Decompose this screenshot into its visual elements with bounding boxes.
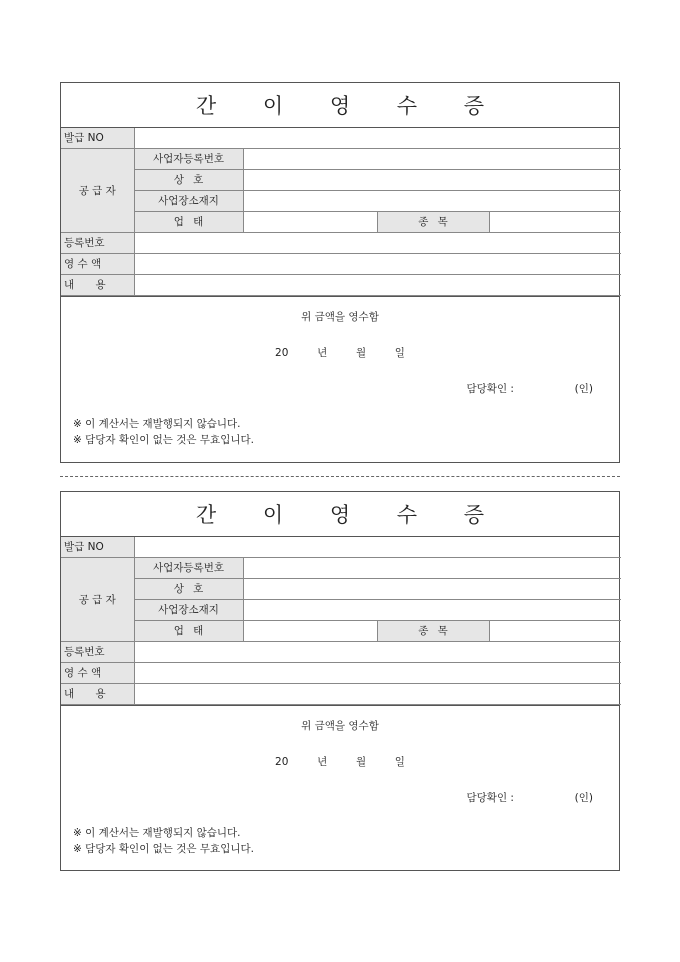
- confirm-line: [467, 790, 593, 805]
- confirm-label: 담당확인 :: [466, 383, 514, 395]
- biz-item-label: 종 목: [377, 212, 489, 233]
- receipt-info-table: [61, 128, 621, 296]
- notes: [73, 825, 254, 857]
- biz-type-field[interactable]: [243, 621, 377, 642]
- seal-label: (인): [574, 792, 593, 804]
- reg-no-row: [61, 233, 621, 254]
- confirm-label: 담당확인 :: [466, 792, 514, 804]
- company-field[interactable]: [243, 579, 621, 600]
- amount-label: 영 수 액: [61, 254, 134, 275]
- receipt-title-row: [61, 83, 619, 128]
- notes: [73, 416, 254, 448]
- amount-label: 영 수 액: [61, 663, 134, 684]
- date-month-unit: 월: [355, 756, 367, 768]
- received-text: 위 금액을 영수함: [301, 720, 379, 732]
- note-reissue: ※ 이 계산서는 재발행되지 않습니다.: [73, 418, 241, 430]
- biz-reg-no-row: [61, 149, 621, 170]
- company-row: [61, 170, 621, 191]
- date-month-unit: 월: [355, 347, 367, 359]
- content-label: 내 용: [61, 275, 134, 296]
- reg-no-label: 등록번호: [61, 233, 134, 254]
- biz-reg-no-label: 사업자등록번호: [134, 558, 243, 579]
- biz-reg-no-field[interactable]: [243, 558, 621, 579]
- note-invalid: ※ 담당자 확인이 없는 것은 무효입니다.: [73, 843, 254, 855]
- biz-reg-no-row: [61, 558, 621, 579]
- date-year-unit: 년: [317, 347, 328, 359]
- biz-item-field[interactable]: [489, 212, 621, 233]
- biz-type-label: 업 태: [134, 212, 243, 233]
- issue-no-row: [61, 128, 621, 149]
- biz-item-field[interactable]: [489, 621, 621, 642]
- content-label: 내 용: [61, 684, 134, 705]
- biz-address-row: [61, 191, 621, 212]
- biz-item-label: 종 목: [377, 621, 489, 642]
- biz-address-label: 사업장소재지: [134, 600, 243, 621]
- reg-no-row: [61, 642, 621, 663]
- supplier-label: 공 급 자: [61, 558, 134, 642]
- reg-no-field[interactable]: [134, 233, 621, 254]
- supplier-label: 공 급 자: [61, 149, 134, 233]
- biz-type-row: [61, 621, 621, 642]
- amount-field[interactable]: [134, 663, 621, 684]
- confirm-line: [467, 381, 593, 396]
- receipt-body: [61, 705, 619, 873]
- company-row: [61, 579, 621, 600]
- reg-no-label: 등록번호: [61, 642, 134, 663]
- biz-reg-no-field[interactable]: [243, 149, 621, 170]
- seal-label: (인): [574, 383, 593, 395]
- amount-row: [61, 663, 621, 684]
- note-reissue: ※ 이 계산서는 재발행되지 않습니다.: [73, 827, 241, 839]
- biz-type-field[interactable]: [243, 212, 377, 233]
- biz-type-row: [61, 212, 621, 233]
- receipt-title: 간 이 영 수 증: [195, 94, 505, 118]
- content-field[interactable]: [134, 684, 621, 705]
- biz-address-label: 사업장소재지: [134, 191, 243, 212]
- date-year: 20: [275, 347, 289, 359]
- issue-no-label: 발급 NO: [61, 128, 134, 149]
- date-day-unit: 일: [394, 756, 405, 768]
- company-label: 상 호: [134, 170, 243, 191]
- date-line: [61, 754, 619, 769]
- date-year: 20: [275, 756, 289, 768]
- biz-reg-no-label: 사업자등록번호: [134, 149, 243, 170]
- receipt-info-table: [61, 537, 621, 705]
- date-line: [61, 345, 619, 360]
- reg-no-field[interactable]: [134, 642, 621, 663]
- content-row: [61, 684, 621, 705]
- company-label: 상 호: [134, 579, 243, 600]
- amount-field[interactable]: [134, 254, 621, 275]
- issue-no-row: [61, 537, 621, 558]
- date-year-unit: 년: [317, 756, 328, 768]
- company-field[interactable]: [243, 170, 621, 191]
- biz-address-row: [61, 600, 621, 621]
- content-row: [61, 275, 621, 296]
- receipt-title: 간 이 영 수 증: [195, 503, 505, 527]
- receipt-top: [60, 82, 620, 463]
- biz-type-label: 업 태: [134, 621, 243, 642]
- issue-no-label: 발급 NO: [61, 537, 134, 558]
- amount-row: [61, 254, 621, 275]
- cut-line: [60, 476, 620, 477]
- note-invalid: ※ 담당자 확인이 없는 것은 무효입니다.: [73, 434, 254, 446]
- receipt-bottom: [60, 491, 620, 871]
- received-text: 위 금액을 영수함: [301, 311, 379, 323]
- receipt-title-row: [61, 492, 619, 537]
- biz-address-field[interactable]: [243, 191, 621, 212]
- content-field[interactable]: [134, 275, 621, 296]
- receipt-body: [61, 296, 619, 465]
- date-day-unit: 일: [394, 347, 405, 359]
- issue-no-field[interactable]: [134, 128, 621, 149]
- issue-no-field[interactable]: [134, 537, 621, 558]
- biz-address-field[interactable]: [243, 600, 621, 621]
